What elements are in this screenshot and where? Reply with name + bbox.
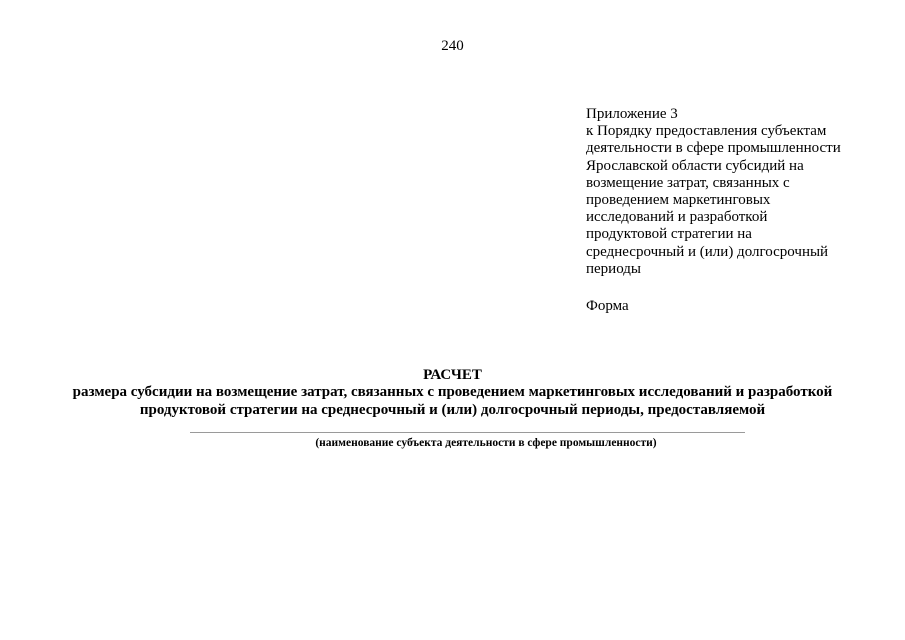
subtitle-line: продуктовой стратегии на среднесрочный и (или) долгосрочный периоды, предоставляемой (139, 401, 766, 418)
entity-name-caption: (наименование субъекта деятельности в сфере промышленности) (315, 437, 657, 449)
appendix-line: возмещение затрат, связанных с (586, 174, 790, 191)
entity-name-blank-line (190, 432, 745, 433)
document-title: РАСЧЕТ (423, 367, 482, 383)
appendix-line: Ярославской области субсидий на (586, 157, 804, 174)
appendix-line: периоды (586, 260, 641, 277)
document-subtitle (40, 384, 865, 419)
appendix-line: проведением маркетинговых (586, 192, 771, 209)
subtitle-line: размера субсидии на возмещение затрат, связанных с проведением маркетинговых исследований и разработкой (72, 384, 833, 400)
page-number: 240 (441, 38, 464, 54)
form-label: Форма (586, 298, 629, 314)
appendix-line: исследований и разработкой (586, 209, 768, 226)
appendix-line: среднесрочный и (или) долгосрочный (586, 243, 829, 260)
appendix-reference (586, 106, 886, 278)
appendix-line: Приложение 3 (586, 106, 678, 122)
appendix-line: продуктовой стратегии на (586, 226, 752, 243)
appendix-line: деятельности в сфере промышленности (586, 140, 841, 157)
appendix-line: к Порядку предоставления субъектам (586, 123, 827, 140)
